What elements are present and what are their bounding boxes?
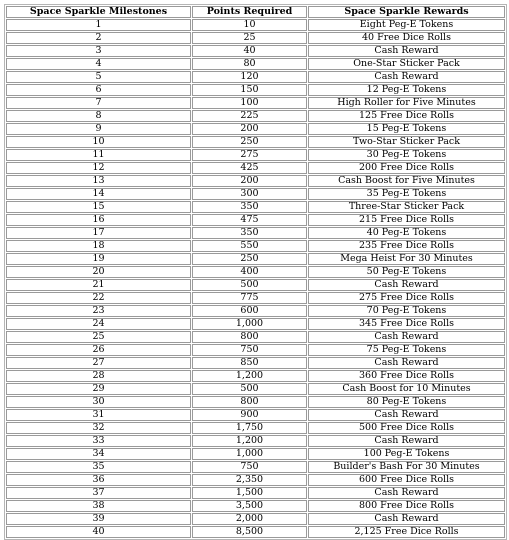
table-row bbox=[6, 500, 505, 512]
points-cell: 900 bbox=[192, 409, 307, 421]
milestone-cell: 2 bbox=[6, 32, 191, 44]
table-row bbox=[6, 266, 505, 278]
reward-cell: 600 Free Dice Rolls bbox=[308, 474, 505, 486]
table-row bbox=[6, 240, 505, 252]
points-cell: 40 bbox=[192, 45, 307, 57]
points-cell: 8,500 bbox=[192, 526, 307, 538]
points-cell: 1,200 bbox=[192, 370, 307, 382]
reward-cell: 125 Free Dice Rolls bbox=[308, 110, 505, 122]
reward-cell: 215 Free Dice Rolls bbox=[308, 214, 505, 226]
milestone-cell: 4 bbox=[6, 58, 191, 70]
table-row bbox=[6, 71, 505, 83]
table-row bbox=[6, 84, 505, 96]
milestone-cell: 28 bbox=[6, 370, 191, 382]
reward-cell: Cash Reward bbox=[308, 513, 505, 525]
table-row bbox=[6, 136, 505, 148]
reward-cell: 40 Peg-E Tokens bbox=[308, 227, 505, 239]
table-row bbox=[6, 123, 505, 135]
points-cell: 750 bbox=[192, 461, 307, 473]
reward-cell: 500 Free Dice Rolls bbox=[308, 422, 505, 434]
reward-cell: 70 Peg-E Tokens bbox=[308, 305, 505, 317]
table-row bbox=[6, 357, 505, 369]
table-row bbox=[6, 344, 505, 356]
table-row bbox=[6, 253, 505, 265]
reward-cell: 345 Free Dice Rolls bbox=[308, 318, 505, 330]
table-row bbox=[6, 201, 505, 213]
reward-cell: 40 Free Dice Rolls bbox=[308, 32, 505, 44]
table-row bbox=[6, 305, 505, 317]
table-row bbox=[6, 331, 505, 343]
table-row bbox=[6, 19, 505, 31]
reward-cell: Cash Reward bbox=[308, 435, 505, 447]
points-cell: 250 bbox=[192, 253, 307, 265]
milestone-cell: 38 bbox=[6, 500, 191, 512]
reward-cell: 75 Peg-E Tokens bbox=[308, 344, 505, 356]
table-row bbox=[6, 461, 505, 473]
milestone-cell: 32 bbox=[6, 422, 191, 434]
table-row bbox=[6, 110, 505, 122]
reward-cell: Cash Reward bbox=[308, 487, 505, 499]
points-cell: 100 bbox=[192, 97, 307, 109]
points-cell: 1,000 bbox=[192, 448, 307, 460]
header-row bbox=[6, 6, 505, 18]
milestone-cell: 24 bbox=[6, 318, 191, 330]
header-milestones: Space Sparkle Milestones bbox=[6, 6, 191, 18]
points-cell: 2,350 bbox=[192, 474, 307, 486]
points-cell: 1,200 bbox=[192, 435, 307, 447]
header-rewards: Space Sparkle Rewards bbox=[308, 6, 505, 18]
reward-cell: Three-Star Sticker Pack bbox=[308, 201, 505, 213]
points-cell: 225 bbox=[192, 110, 307, 122]
points-cell: 400 bbox=[192, 266, 307, 278]
reward-cell: Cash Reward bbox=[308, 279, 505, 291]
table-row bbox=[6, 162, 505, 174]
points-cell: 200 bbox=[192, 175, 307, 187]
points-cell: 850 bbox=[192, 357, 307, 369]
reward-cell: 100 Peg-E Tokens bbox=[308, 448, 505, 460]
table-row bbox=[6, 422, 505, 434]
milestone-cell: 8 bbox=[6, 110, 191, 122]
points-cell: 3,500 bbox=[192, 500, 307, 512]
table-row bbox=[6, 383, 505, 395]
milestone-cell: 22 bbox=[6, 292, 191, 304]
points-cell: 500 bbox=[192, 279, 307, 291]
points-cell: 800 bbox=[192, 396, 307, 408]
points-cell: 350 bbox=[192, 227, 307, 239]
points-cell: 10 bbox=[192, 19, 307, 31]
points-cell: 2,000 bbox=[192, 513, 307, 525]
reward-cell: Builder's Bash For 30 Minutes bbox=[308, 461, 505, 473]
reward-cell: 275 Free Dice Rolls bbox=[308, 292, 505, 304]
reward-cell: Cash Boost for Five Minutes bbox=[308, 175, 505, 187]
reward-cell: Cash Reward bbox=[308, 71, 505, 83]
reward-cell: 80 Peg-E Tokens bbox=[308, 396, 505, 408]
table-row bbox=[6, 58, 505, 70]
table-row bbox=[6, 409, 505, 421]
reward-cell: Eight Peg-E Tokens bbox=[308, 19, 505, 31]
points-cell: 500 bbox=[192, 383, 307, 395]
table-row bbox=[6, 435, 505, 447]
milestone-cell: 14 bbox=[6, 188, 191, 200]
milestone-cell: 21 bbox=[6, 279, 191, 291]
table-row bbox=[6, 175, 505, 187]
milestone-cell: 37 bbox=[6, 487, 191, 499]
milestone-cell: 7 bbox=[6, 97, 191, 109]
table-body bbox=[6, 19, 505, 538]
table-row bbox=[6, 474, 505, 486]
table-row bbox=[6, 97, 505, 109]
reward-cell: Cash Reward bbox=[308, 331, 505, 343]
milestone-cell: 1 bbox=[6, 19, 191, 31]
milestone-cell: 11 bbox=[6, 149, 191, 161]
reward-cell: 30 Peg-E Tokens bbox=[308, 149, 505, 161]
reward-cell: High Roller for Five Minutes bbox=[308, 97, 505, 109]
milestone-cell: 30 bbox=[6, 396, 191, 408]
reward-cell: 2,125 Free Dice Rolls bbox=[308, 526, 505, 538]
table-row bbox=[6, 370, 505, 382]
milestones-table-container bbox=[4, 4, 504, 540]
reward-cell: Cash Boost for 10 Minutes bbox=[308, 383, 505, 395]
milestone-cell: 19 bbox=[6, 253, 191, 265]
reward-cell: 15 Peg-E Tokens bbox=[308, 123, 505, 135]
reward-cell: 35 Peg-E Tokens bbox=[308, 188, 505, 200]
milestone-cell: 36 bbox=[6, 474, 191, 486]
table-row bbox=[6, 32, 505, 44]
reward-cell: Cash Reward bbox=[308, 357, 505, 369]
milestone-cell: 31 bbox=[6, 409, 191, 421]
milestone-cell: 40 bbox=[6, 526, 191, 538]
points-cell: 1,000 bbox=[192, 318, 307, 330]
reward-cell: 235 Free Dice Rolls bbox=[308, 240, 505, 252]
points-cell: 150 bbox=[192, 84, 307, 96]
points-cell: 550 bbox=[192, 240, 307, 252]
table-row bbox=[6, 487, 505, 499]
milestone-cell: 5 bbox=[6, 71, 191, 83]
table-row bbox=[6, 227, 505, 239]
milestone-cell: 18 bbox=[6, 240, 191, 252]
points-cell: 1,500 bbox=[192, 487, 307, 499]
milestone-cell: 27 bbox=[6, 357, 191, 369]
points-cell: 120 bbox=[192, 71, 307, 83]
reward-cell: Cash Reward bbox=[308, 409, 505, 421]
milestone-cell: 12 bbox=[6, 162, 191, 174]
table-row bbox=[6, 526, 505, 538]
milestone-cell: 26 bbox=[6, 344, 191, 356]
table-row bbox=[6, 214, 505, 226]
milestone-cell: 35 bbox=[6, 461, 191, 473]
milestone-cell: 20 bbox=[6, 266, 191, 278]
reward-cell: 12 Peg-E Tokens bbox=[308, 84, 505, 96]
table-row bbox=[6, 188, 505, 200]
reward-cell: One-Star Sticker Pack bbox=[308, 58, 505, 70]
points-cell: 275 bbox=[192, 149, 307, 161]
table-row bbox=[6, 45, 505, 57]
milestone-cell: 25 bbox=[6, 331, 191, 343]
points-cell: 200 bbox=[192, 123, 307, 135]
points-cell: 775 bbox=[192, 292, 307, 304]
points-cell: 25 bbox=[192, 32, 307, 44]
milestone-cell: 39 bbox=[6, 513, 191, 525]
table-row bbox=[6, 279, 505, 291]
points-cell: 800 bbox=[192, 331, 307, 343]
table-row bbox=[6, 448, 505, 460]
points-cell: 250 bbox=[192, 136, 307, 148]
reward-cell: 50 Peg-E Tokens bbox=[308, 266, 505, 278]
table-row bbox=[6, 292, 505, 304]
milestone-cell: 33 bbox=[6, 435, 191, 447]
milestone-cell: 10 bbox=[6, 136, 191, 148]
reward-cell: Two-Star Sticker Pack bbox=[308, 136, 505, 148]
milestone-cell: 9 bbox=[6, 123, 191, 135]
points-cell: 425 bbox=[192, 162, 307, 174]
table-header bbox=[6, 6, 505, 18]
milestones-table bbox=[4, 4, 507, 540]
points-cell: 80 bbox=[192, 58, 307, 70]
milestone-cell: 16 bbox=[6, 214, 191, 226]
milestone-cell: 15 bbox=[6, 201, 191, 213]
milestone-cell: 34 bbox=[6, 448, 191, 460]
reward-cell: Mega Heist For 30 Minutes bbox=[308, 253, 505, 265]
reward-cell: 360 Free Dice Rolls bbox=[308, 370, 505, 382]
milestone-cell: 3 bbox=[6, 45, 191, 57]
table-row bbox=[6, 513, 505, 525]
table-row bbox=[6, 318, 505, 330]
points-cell: 300 bbox=[192, 188, 307, 200]
points-cell: 475 bbox=[192, 214, 307, 226]
table-row bbox=[6, 149, 505, 161]
table-row bbox=[6, 396, 505, 408]
milestone-cell: 17 bbox=[6, 227, 191, 239]
points-cell: 600 bbox=[192, 305, 307, 317]
points-cell: 1,750 bbox=[192, 422, 307, 434]
reward-cell: 200 Free Dice Rolls bbox=[308, 162, 505, 174]
milestone-cell: 6 bbox=[6, 84, 191, 96]
milestone-cell: 23 bbox=[6, 305, 191, 317]
points-cell: 350 bbox=[192, 201, 307, 213]
milestone-cell: 13 bbox=[6, 175, 191, 187]
points-cell: 750 bbox=[192, 344, 307, 356]
reward-cell: 800 Free Dice Rolls bbox=[308, 500, 505, 512]
milestone-cell: 29 bbox=[6, 383, 191, 395]
header-points-required: Points Required bbox=[192, 6, 307, 18]
reward-cell: Cash Reward bbox=[308, 45, 505, 57]
